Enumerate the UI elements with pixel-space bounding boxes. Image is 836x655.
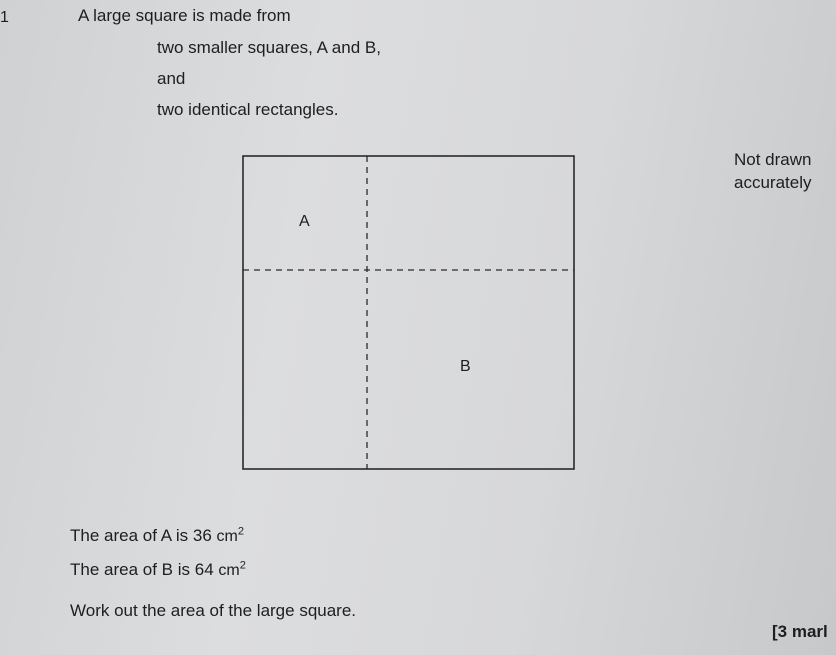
not-drawn-note-line-1: Not drawn: [734, 150, 812, 169]
marks-indicator: [3 marl: [772, 622, 828, 641]
intro-line-2: two smaller squares, A and B,: [157, 38, 381, 57]
intro-line-1: A large square is made from: [78, 6, 291, 25]
area-a-value: 36: [192, 526, 212, 545]
not-drawn-note-line-2: accurately: [734, 173, 812, 192]
area-a-unit: cm: [216, 528, 238, 545]
area-b-value: 64: [194, 560, 214, 579]
intro-line-3: and: [157, 69, 186, 88]
question-number: 1: [0, 9, 9, 26]
area-a-prefix: The area of A is: [70, 526, 193, 545]
area-a-statement: [70, 526, 244, 546]
area-b-statement: [70, 560, 246, 580]
large-square-outline: [243, 156, 574, 469]
square-a-label: A: [299, 213, 310, 230]
intro-line-4: two identical rectangles.: [157, 100, 339, 119]
area-b-unit-power: 2: [239, 559, 246, 572]
area-b-prefix: The area of B is: [70, 560, 195, 579]
area-b-unit: cm: [218, 562, 240, 579]
square-b-label: B: [460, 358, 471, 375]
task-instruction: Work out the area of the large square.: [70, 601, 357, 620]
area-a-unit-power: 2: [237, 525, 244, 538]
square-diagram: [238, 150, 578, 475]
